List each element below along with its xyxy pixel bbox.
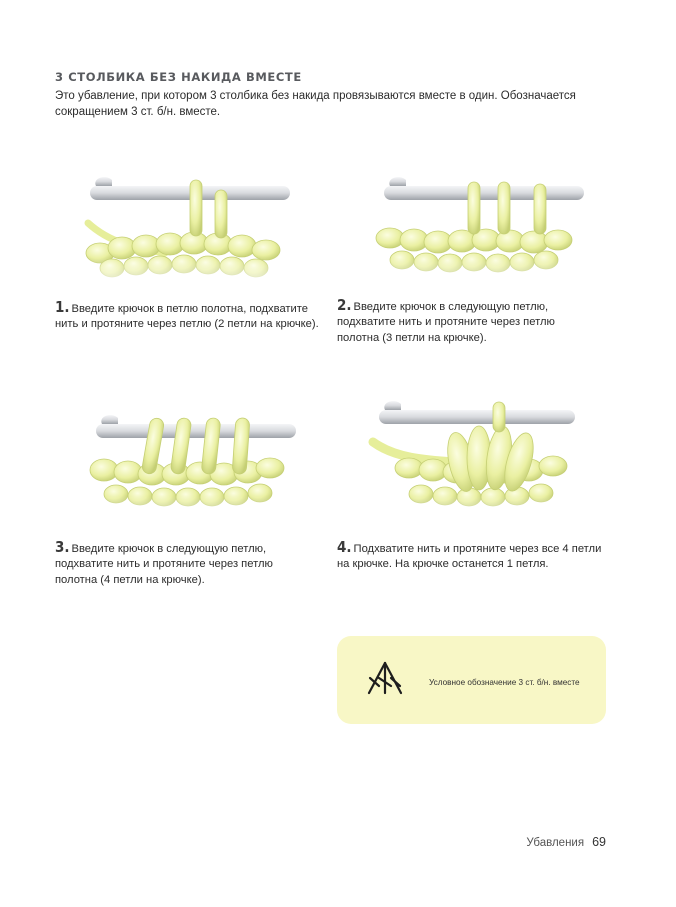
step-2 — [337, 298, 577, 346]
step-2-number: 2. — [337, 296, 352, 314]
step-3-number: 3. — [55, 538, 70, 556]
step-1-illustration — [60, 168, 305, 290]
step-2-text: Введите крючок в следующую петлю, подхватите нить и протяните через петлю полотна (3 петли на крючке). — [337, 301, 555, 344]
step-1-number: 1. — [55, 298, 70, 316]
section-title: 3 СТОЛБИКА БЕЗ НАКИДА ВМЕСТЕ — [55, 70, 302, 84]
step-4 — [337, 540, 607, 573]
step-4-illustration — [365, 398, 585, 524]
page-footer — [526, 835, 606, 849]
symbol-note-box — [337, 636, 606, 724]
step-3-illustration — [70, 398, 310, 524]
crochet-symbol-icon — [365, 660, 405, 696]
footer-section: Убавления — [526, 837, 585, 849]
step-4-number: 4. — [337, 538, 352, 556]
step-1 — [55, 300, 330, 333]
step-4-text: Подхватите нить и протяните через все 4 петли на крючке. На крючке останется 1 петля. — [337, 543, 602, 571]
page-number: 69 — [592, 835, 606, 849]
step-3-text: Введите крючок в следующую петлю, подхватите нить и протяните через петлю полотна (4 петли на крючке). — [55, 543, 273, 586]
section-intro: Это убавление, при котором 3 столбика без накида провязываются вместе в один. Обозначается сокращением 3 ст. б/н. вместе. — [55, 90, 576, 118]
symbol-caption: Условное обозначение 3 ст. б/н. вместе — [429, 678, 580, 687]
step-3 — [55, 540, 295, 588]
step-1-text: Введите крючок в петлю полотна, подхватите нить и протяните через петлю (2 петли на крючке). — [55, 303, 319, 331]
step-2-illustration — [350, 168, 595, 290]
